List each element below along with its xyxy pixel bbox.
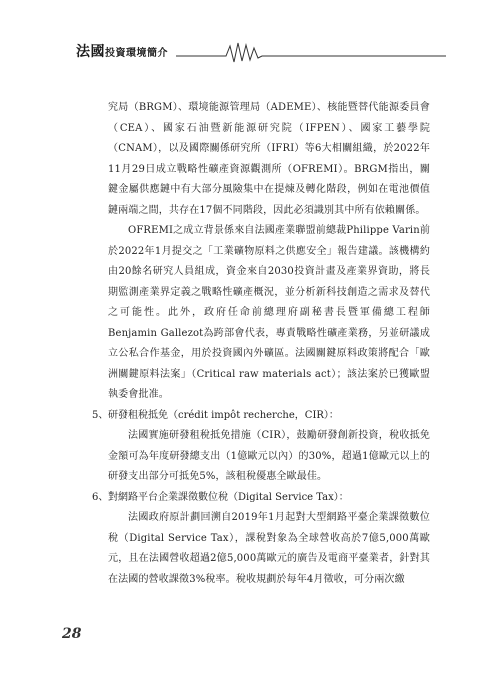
page-body: [92, 98, 430, 590]
section-heading-text: 研發租稅抵免（crédit impôt recherche，CIR）：: [108, 409, 339, 421]
section-number: 5、: [92, 409, 109, 421]
running-header-title: [76, 41, 168, 61]
body-paragraph: 究局（BRGM）、環境能源管理局（ADEME）、核能暨替代能源委員會（CEA）、國家石油暨新能源研究院（IFPEN）、國家工藝學院（CNAM），以及國際關係研究所（IFRI）等6大相關組織，於2022年11月29日成立戰略性礦產資源觀測所（OFREMI）。BRGM指出，關鍵金屬供應鏈中有大部分風險集中在提煉及轉化階段，例如在電池價值鏈兩端之間，共存在17個不同階段，因此必須識別其中所有依賴關係。: [108, 102, 430, 216]
header-title-country: 法國: [76, 44, 105, 60]
body-paragraph: 法國政府原計劃回溯自2019年1月起對大型網路平臺企業課徵數位稅（Digital Service Tax），課稅對象為全球營收高於7億5,000萬歐元，且在法國營收超過2億5,000萬歐元的廣告及電商平臺業者，針對其在法國的營收課徵3%稅率。稅收規劃於每年4月徵收，可分兩次繳: [108, 512, 430, 585]
section-heading: [92, 488, 430, 509]
body-paragraph: OFREMI之成立背景係來自法國產業聯盟前總裁Philippe Varin前於2022年1月提交之「工業礦物原料之供應安全」報告建議。該機構約由20餘名研究人員組成，資金來自2030投資計畫及產業界資助，將長期監測產業界定義之戰略性礦產概況，並分析新科技創造之需求及替代之可能性。此外，政府任命前總理府副秘書長暨軍備總工程師Benjamin Gallezot為跨部會代表，專責戰略性礦產業務，另並研議成立公私合作基金，用於投資國內外礦區。法國關鍵原料政策將配合「歐洲關鍵原料法案」（Critical raw materials act）；該法案於已獲歐盟執委會批准。: [108, 225, 430, 400]
section-heading: [92, 406, 430, 427]
header-title-subtitle: 投資環境簡介: [105, 48, 168, 59]
body-paragraph: 法國實施研發租稅抵免措施（CIR），鼓勵研發創新投資，稅收抵免金額可為年度研發總支出（1億歐元以內）的30%，超過1億歐元以上的研發支出部分可抵免5%，該租稅優惠全歐最佳。: [108, 430, 430, 482]
section-heading-text: 對網路平台企業課徵數位稅（Digital Service Tax）：: [108, 491, 349, 503]
page-number: 28: [62, 626, 82, 642]
heartbeat-line-ornament: [176, 40, 446, 64]
section-number: 6、: [92, 491, 109, 503]
running-header: [76, 40, 446, 64]
